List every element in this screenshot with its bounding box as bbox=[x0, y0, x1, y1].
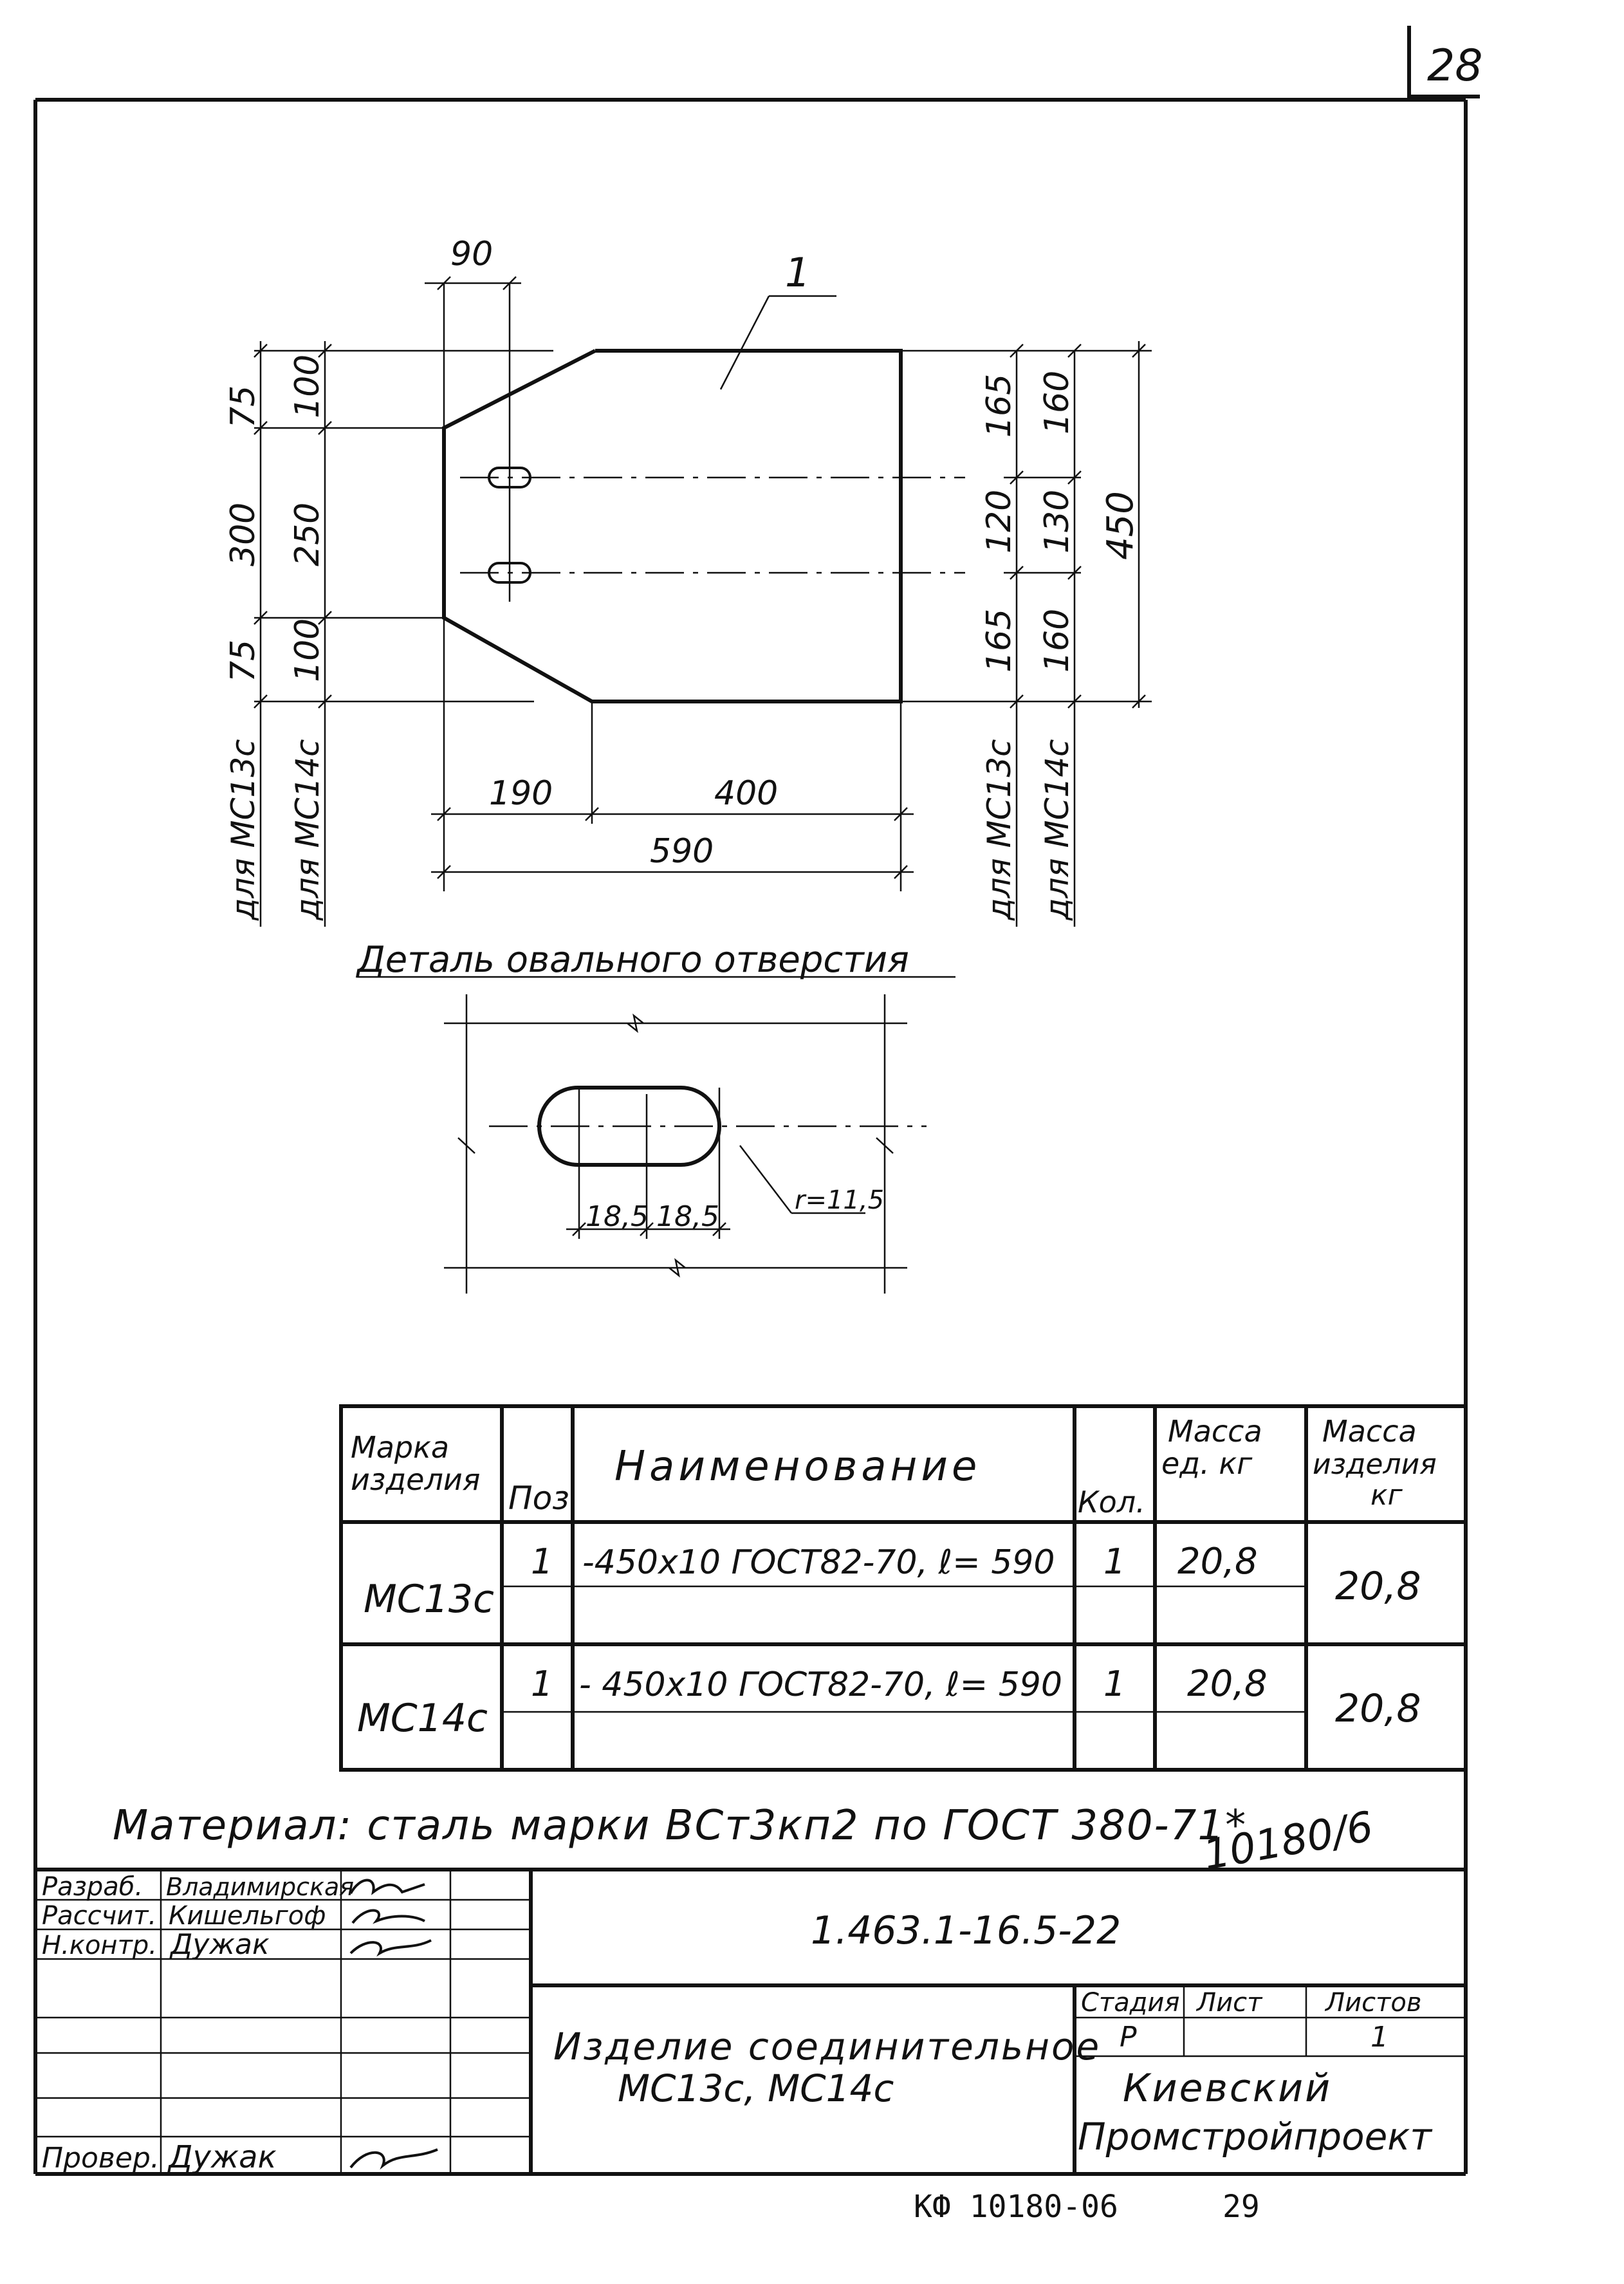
document-code: 1.463.1-16.5-22 bbox=[811, 1908, 1121, 1953]
row2-name: - 450х10 ГОСТ82-70, ℓ= 590 bbox=[579, 1666, 1062, 1704]
header-qty: Кол. bbox=[1078, 1485, 1145, 1519]
role-norm-control: Н.контр. bbox=[42, 1931, 157, 1960]
signature-checked bbox=[351, 2149, 438, 2168]
footer-code: КФ 10180-06 bbox=[914, 2189, 1118, 2225]
row2-pos: 1 bbox=[531, 1664, 553, 1704]
stage-value: Р bbox=[1120, 2021, 1137, 2054]
name-developer: Владимирская bbox=[166, 1873, 355, 1901]
row1-mark: МС13с bbox=[364, 1577, 494, 1622]
header-mark-line1: Марка bbox=[351, 1430, 450, 1465]
role-checked: Провер. bbox=[42, 2142, 160, 2175]
dim-left-outer-top: 75 bbox=[224, 385, 263, 428]
dim-590: 590 bbox=[650, 832, 714, 871]
organization-line1: Киевский bbox=[1123, 2066, 1333, 2111]
dim-left-outer-middle: 300 bbox=[224, 502, 263, 566]
detail-title: Деталь овального отверстия bbox=[357, 939, 909, 981]
plate-outline bbox=[444, 351, 901, 701]
header-item-mass-line2: изделия bbox=[1313, 1448, 1437, 1481]
name-checked: Дужак bbox=[169, 2139, 277, 2175]
row1-mass-total: 20,8 bbox=[1335, 1564, 1421, 1609]
footer-page: 29 bbox=[1223, 2189, 1260, 2225]
sheets-value: 1 bbox=[1370, 2021, 1389, 2054]
header-mark-line2: изделия bbox=[351, 1462, 481, 1497]
dim-left-inner-top: 100 bbox=[288, 354, 327, 418]
dim-right-outer-middle: 130 bbox=[1038, 489, 1076, 553]
inventory-stamp: 10180/6 bbox=[1199, 1803, 1377, 1880]
dim-right-inner-middle: 120 bbox=[980, 489, 1019, 553]
sheet-label: Лист bbox=[1197, 1988, 1262, 2018]
stage-label: Стадия bbox=[1081, 1988, 1180, 2018]
row1-pos: 1 bbox=[531, 1541, 553, 1582]
row2-qty: 1 bbox=[1103, 1664, 1126, 1704]
sheet-number: 28 bbox=[1427, 41, 1483, 91]
sheets-label: Листов bbox=[1325, 1988, 1422, 2018]
dim-400: 400 bbox=[714, 774, 779, 813]
organization-line2: Промстройпроект bbox=[1078, 2115, 1432, 2159]
header-unit-mass-line2: ед. кг bbox=[1161, 1446, 1253, 1481]
dim-right-outer-top: 160 bbox=[1038, 370, 1076, 434]
oval-hole-detail bbox=[444, 994, 927, 1294]
header-unit-mass-line1: Масса bbox=[1168, 1414, 1262, 1449]
dim-90: 90 bbox=[450, 235, 494, 274]
header-item-mass-line1: Масса bbox=[1322, 1414, 1417, 1449]
header-name: Наименование bbox=[614, 1443, 981, 1490]
role-calculated: Рассчит. bbox=[42, 1901, 157, 1931]
label-for-mc14c-left: для МС14с bbox=[289, 739, 326, 920]
label-for-mc13c-right: для МС13с bbox=[981, 739, 1018, 920]
material-note: Материал: сталь марки ВСт3кп2 по ГОСТ 380-71* bbox=[113, 1802, 1248, 1850]
item-title-line1: Изделие соединительное bbox=[553, 2025, 1102, 2068]
label-for-mc13c-left: для МС13с bbox=[225, 739, 262, 920]
dim-right-inner-bottom: 165 bbox=[980, 608, 1019, 673]
dim-left-outer-bottom: 75 bbox=[224, 639, 263, 682]
row1-name: -450х10 ГОСТ82-70, ℓ= 590 bbox=[582, 1543, 1055, 1582]
detail-radius: r=11,5 bbox=[795, 1185, 885, 1215]
dim-total-height: 450 bbox=[1100, 491, 1141, 560]
signature-developer bbox=[351, 1880, 425, 1893]
item-title-line2: МС13с, МС14с bbox=[618, 2066, 894, 2110]
signature-calculated bbox=[353, 1910, 425, 1923]
position-mark: 1 bbox=[785, 249, 811, 296]
dim-190: 190 bbox=[489, 774, 553, 813]
row2-mark: МС14с bbox=[357, 1696, 488, 1741]
role-developer: Разраб. bbox=[42, 1872, 143, 1902]
signature-norm-control bbox=[351, 1940, 431, 1953]
header-item-mass-line3: кг bbox=[1370, 1479, 1403, 1512]
dim-left-inner-bottom: 100 bbox=[288, 618, 327, 682]
name-calculated: Кишельгоф bbox=[169, 1901, 326, 1931]
row2-mass-unit: 20,8 bbox=[1187, 1663, 1268, 1705]
row1-mass-unit: 20,8 bbox=[1177, 1541, 1258, 1583]
dim-left-inner-middle: 250 bbox=[288, 502, 327, 566]
label-for-mc14c-right: для МС14с bbox=[1038, 739, 1076, 920]
dim-right-inner-top: 165 bbox=[980, 373, 1019, 438]
header-position: Поз bbox=[508, 1480, 569, 1517]
row2-mass-total: 20,8 bbox=[1335, 1686, 1421, 1731]
detail-dim-a: 18,5 bbox=[586, 1200, 649, 1233]
row1-qty: 1 bbox=[1103, 1541, 1126, 1582]
detail-dim-b: 18,5 bbox=[656, 1200, 719, 1233]
name-norm-control: Дужак bbox=[171, 1928, 270, 1961]
dim-right-outer-bottom: 160 bbox=[1038, 608, 1076, 673]
